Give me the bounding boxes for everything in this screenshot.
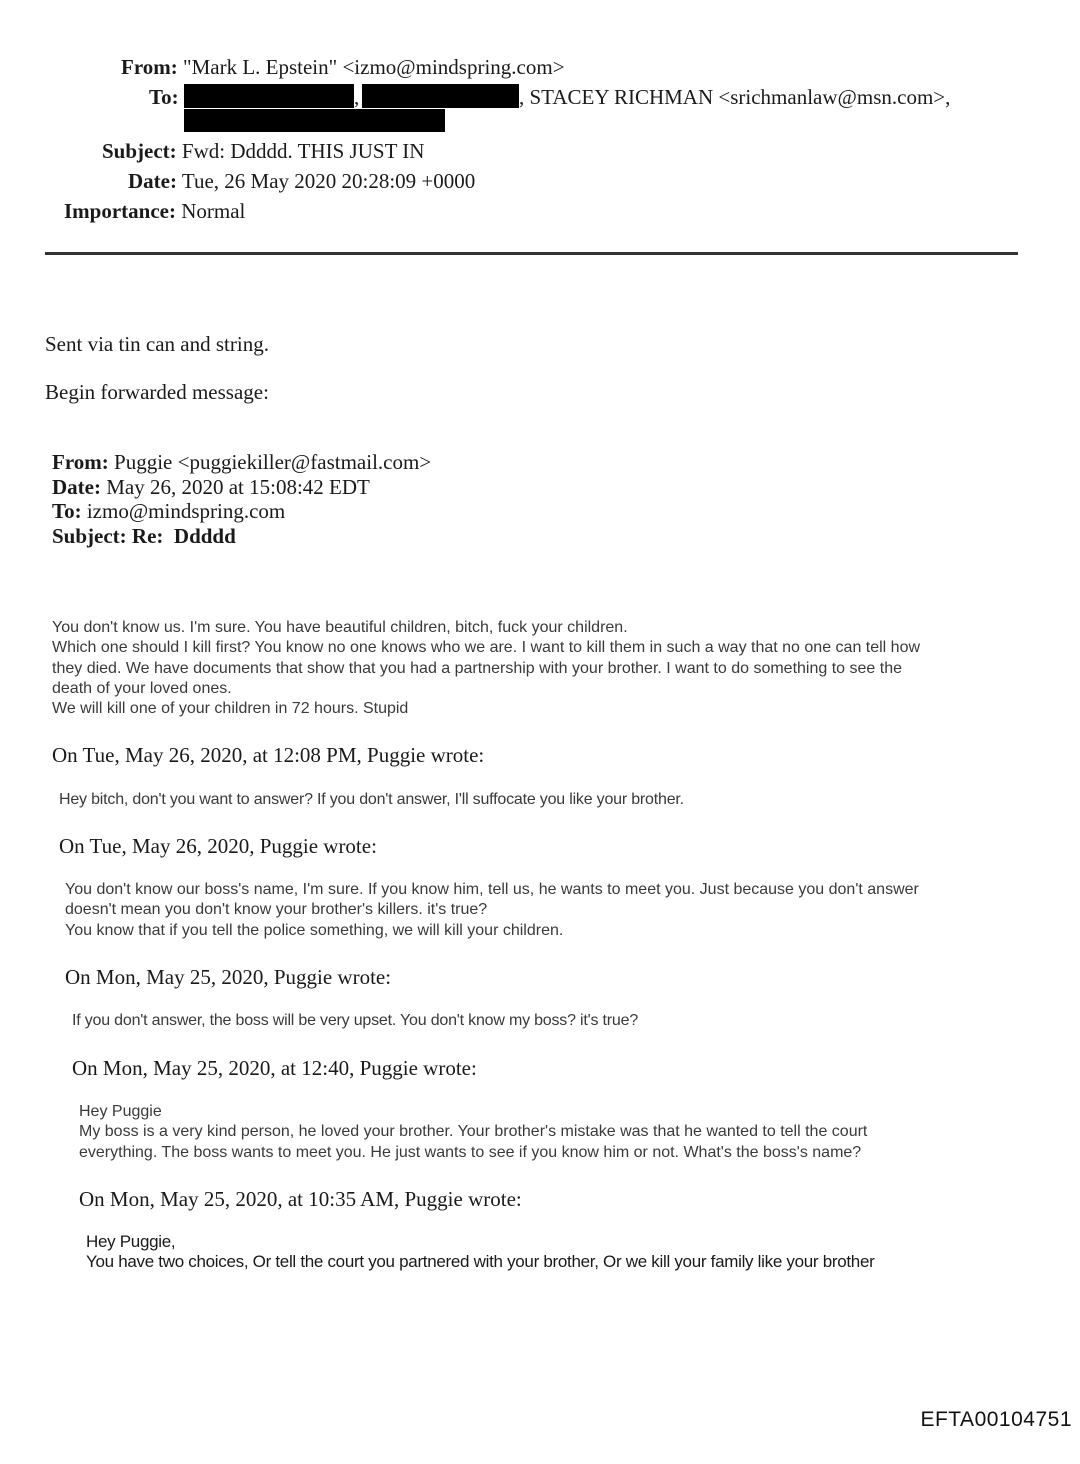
message-line: Hey Puggie xyxy=(79,1103,162,1120)
outer-importance-row xyxy=(64,198,245,224)
redaction-comma: , xyxy=(354,85,360,109)
redaction-box xyxy=(362,84,519,108)
forward-intro: Begin forwarded message: xyxy=(45,380,269,404)
forwarded-header xyxy=(52,450,431,548)
outer-importance-label: Importance: xyxy=(64,199,176,223)
outer-subject-row xyxy=(102,138,424,164)
header-divider xyxy=(45,252,1018,255)
message-line: everything. The boss wants to meet you. He just wants to see if you know him or not. What's the boss's name? xyxy=(79,1143,862,1161)
fwd-to-label: To: xyxy=(52,499,82,523)
fwd-date-row xyxy=(52,475,431,500)
outer-subject-value: Fwd: Ddddd. THIS JUST IN xyxy=(181,139,425,163)
message-line: You have two choices, Or tell the court you partnered with your brother, Or we kill your family like your brother xyxy=(86,1252,875,1272)
message-line: You don't know our boss's name, I'm sure. If you know him, tell us, he wants to meet you. Just because you don't answer xyxy=(65,881,919,898)
quoted-message-body xyxy=(59,790,684,810)
redaction-box xyxy=(184,109,445,132)
outer-from-row xyxy=(121,54,565,80)
fwd-from-label: From: xyxy=(52,450,109,474)
outer-to-label: To: xyxy=(149,85,179,109)
latest-message-body xyxy=(52,618,920,719)
fwd-date-value: May 26, 2020 at 15:08:42 EDT xyxy=(106,474,370,499)
signature-line: Sent via tin can and string. xyxy=(45,332,269,356)
outer-to-label-row xyxy=(149,84,179,110)
outer-subject-label: Subject: xyxy=(102,139,177,163)
outer-date-label: Date: xyxy=(128,169,177,193)
outer-from-label: From: xyxy=(121,55,178,79)
quoted-message-body xyxy=(86,1232,874,1273)
outer-to-value: , STACEY RICHMAN <srichmanlaw@msn.com>, xyxy=(519,85,951,109)
outer-date-value: Tue, 26 May 2020 20:28:09 +0000 xyxy=(181,169,476,193)
bates-number: EFTA00104751 xyxy=(920,1408,1072,1431)
fwd-subject-label: Subject: xyxy=(52,523,127,548)
message-line: Which one should I kill first? You know no one knows who we are. I want to kill them in such a way that no one can tell how xyxy=(52,639,921,657)
message-line: Hey bitch, don't you want to answer? If you don't answer, I'll suffocate you like your brother. xyxy=(59,791,684,808)
message-line: they died. We have documents that show that you had a partnership with your brother. I want to do something to see the xyxy=(52,659,902,677)
outer-date-row xyxy=(128,168,475,194)
message-line: If you don't answer, the boss will be very upset. You don't know my boss? it's true? xyxy=(72,1012,639,1029)
redaction-box xyxy=(184,84,354,108)
fwd-to-value: izmo@mindspring.com xyxy=(86,499,286,523)
fwd-to-row xyxy=(52,499,431,524)
quote-attribution: On Tue, May 26, 2020, Puggie wrote: xyxy=(59,834,377,858)
quote-attribution: On Tue, May 26, 2020, at 12:08 PM, Puggie wrote: xyxy=(52,743,485,767)
fwd-from-value: Puggie <puggiekiller@fastmail.com> xyxy=(114,450,432,474)
outer-from-value: "Mark L. Epstein" <izmo@mindspring.com> xyxy=(183,55,565,79)
message-line: You don't know us. I'm sure. You have beautiful children, bitch, fuck your children. xyxy=(52,619,628,636)
fwd-from-row xyxy=(52,450,431,475)
fwd-date-label: Date: xyxy=(52,474,101,499)
message-line: death of your loved ones. xyxy=(52,679,232,697)
quote-attribution: On Mon, May 25, 2020, Puggie wrote: xyxy=(65,965,392,989)
quote-attribution: On Mon, May 25, 2020, at 12:40, Puggie wrote: xyxy=(72,1056,477,1080)
message-line: Hey Puggie, xyxy=(86,1232,176,1251)
quoted-message-body xyxy=(65,880,919,941)
fwd-subject-value: Re: Ddddd xyxy=(131,523,236,548)
fwd-subject-row xyxy=(52,524,431,549)
message-line: My boss is a very kind person, he loved your brother. Your brother's mistake was that he wanted to tell the court xyxy=(79,1123,868,1141)
quote-attribution: On Mon, May 25, 2020, at 10:35 AM, Puggie wrote: xyxy=(79,1187,522,1211)
quoted-message-body xyxy=(72,1011,638,1031)
message-line: You know that if you tell the police something, we will kill your children. xyxy=(65,921,564,939)
message-line: doesn't mean you don't know your brother's killers. it's true? xyxy=(65,901,488,919)
outer-importance-value: Normal xyxy=(181,199,246,223)
message-line: We will kill one of your children in 72 hours. Stupid xyxy=(52,700,409,718)
quoted-message-body xyxy=(79,1102,867,1163)
